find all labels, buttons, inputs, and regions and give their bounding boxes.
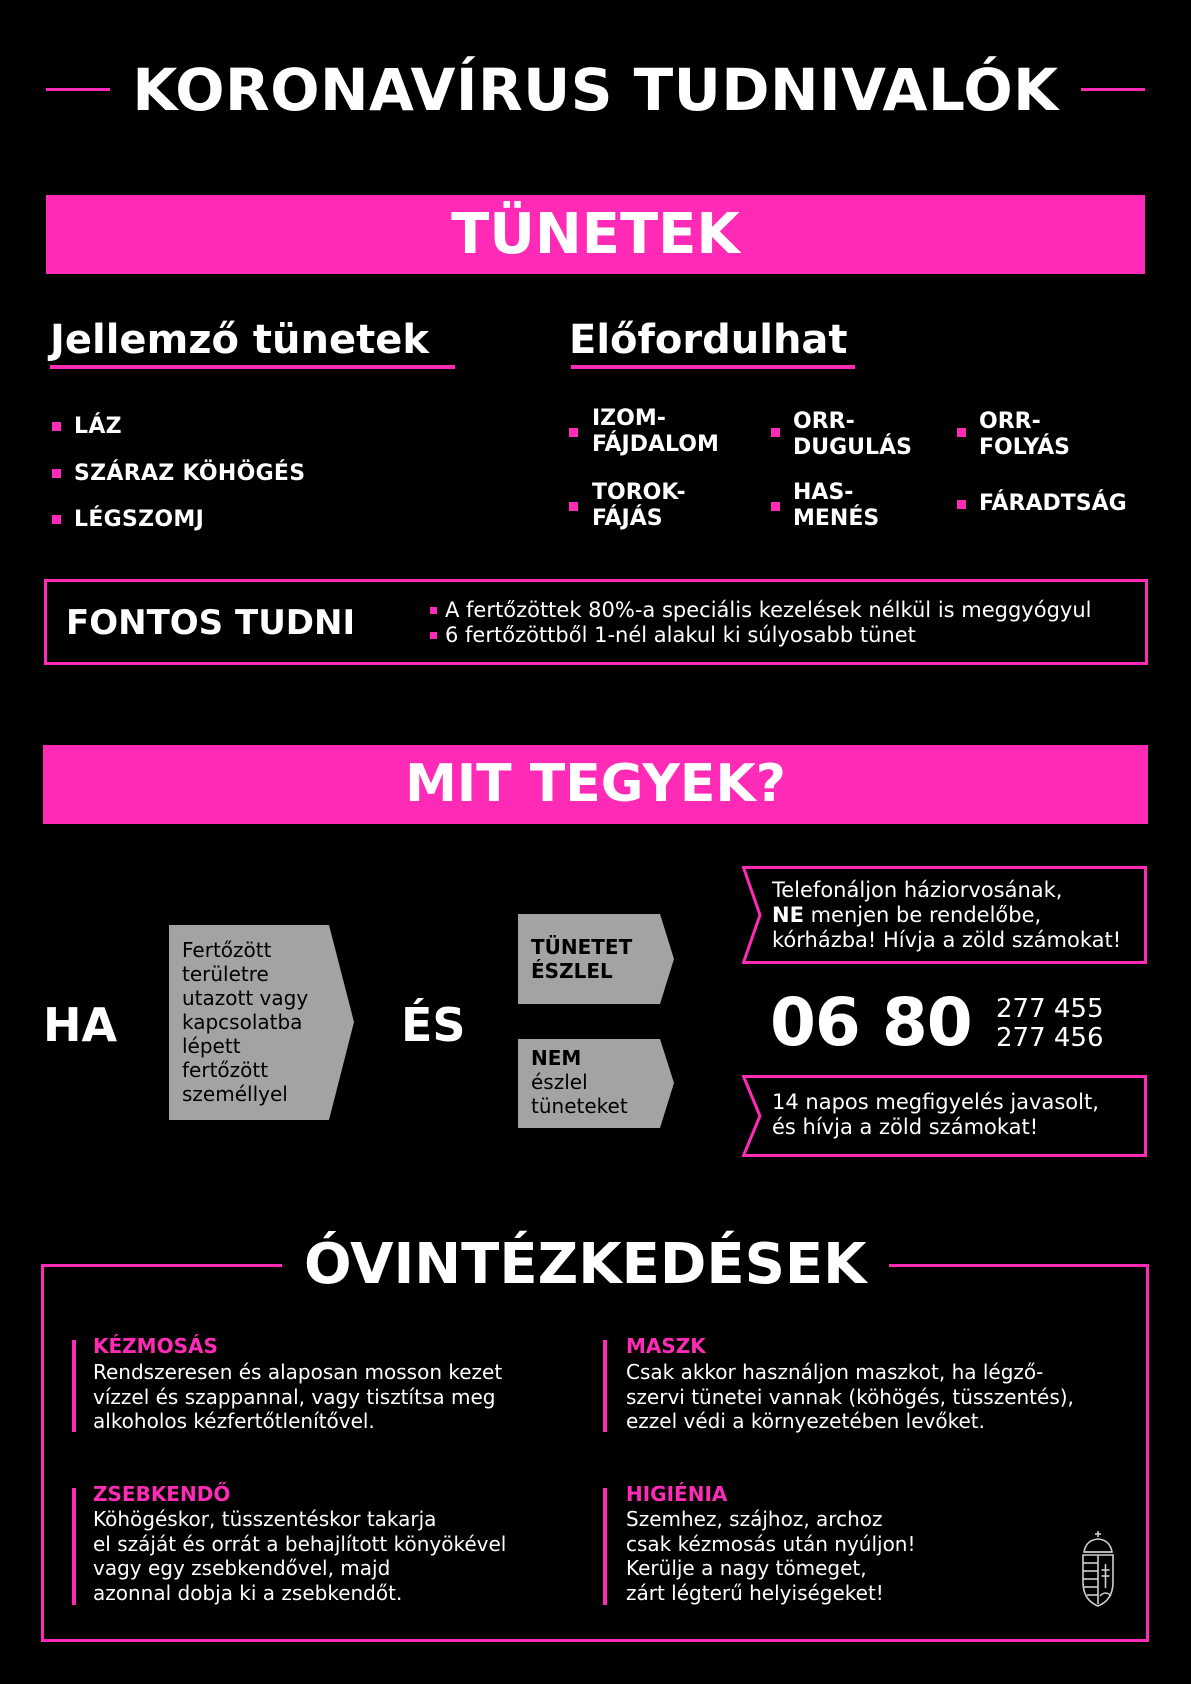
tip-bar-zsebkendo — [72, 1488, 76, 1605]
tip-bar-higienia — [603, 1488, 607, 1605]
tip-line: alkoholos kézfertőtlenítővel. — [93, 1409, 375, 1433]
tip-line: vagy egy zsebkendővel, majd — [93, 1556, 391, 1580]
elofordulhat-item-torokfajas — [592, 480, 686, 532]
es-label: ÉS — [401, 998, 466, 1052]
tip-title-zsebkendo: ZSEBKENDŐ — [93, 1482, 231, 1506]
elofordulhat-item-hasmenes — [793, 480, 879, 532]
condition-line: személlyel — [182, 1082, 288, 1106]
elofordulhat-bullet-5 — [771, 502, 780, 511]
symptom-yes-text — [531, 935, 632, 983]
jellemzo-underline — [50, 365, 455, 369]
phone-number-1[interactable]: 277 455 — [996, 994, 1104, 1024]
fontos-bullet-2 — [430, 632, 437, 639]
tip-bar-kezmosas — [72, 1340, 76, 1432]
hungarian-coat-of-arms-icon — [1078, 1530, 1118, 1608]
tip-bar-maszk — [603, 1340, 607, 1432]
mit-tegyek-banner-label: MIT TEGYEK? — [405, 754, 786, 814]
tip-title-higienia: HIGIÉNIA — [626, 1482, 728, 1506]
tip-line: ezzel védi a környezetében levőket. — [626, 1409, 985, 1433]
tip-line: Csak akkor használjon maszkot, ha légző- — [626, 1360, 1044, 1384]
symptom-yes-line: ÉSZLEL — [531, 959, 613, 983]
header-line-right — [1081, 88, 1145, 91]
tip-title-maszk: MASZK — [626, 1334, 706, 1358]
fontos-bullet-1 — [430, 607, 437, 614]
elofordulhat-item-orrfolyas — [979, 409, 1070, 461]
elofordulhat-item-line: ORR- — [979, 409, 1041, 434]
symptom-yes-line: TÜNETET — [531, 935, 633, 959]
fontos-tudni-title: FONTOS TUDNI — [66, 603, 356, 643]
elofordulhat-item-izomfajdalom — [592, 406, 719, 458]
callout-top-line-rest: menjen be rendelőbe, — [803, 903, 1042, 927]
condition-line: lépett — [182, 1034, 241, 1058]
elofordulhat-item-line: DUGULÁS — [793, 435, 912, 460]
symptom-no-line: észlel — [531, 1070, 588, 1094]
tip-line: csak kézmosás után nyúljon! — [626, 1531, 916, 1556]
elofordulhat-item-line: FOLYÁS — [979, 435, 1071, 460]
callout-bottom-line: és hívja a zöld számokat! — [772, 1115, 1039, 1139]
elofordulhat-bullet-1 — [569, 428, 578, 437]
elofordulhat-bullet-2 — [771, 428, 780, 437]
tip-line: szervi tünetei vannak (köhögés, tüsszentés), — [626, 1384, 1074, 1409]
fontos-item-2: 6 fertőzöttből 1-nél alakul ki súlyosabb tünet — [445, 623, 916, 647]
phone-number-2[interactable]: 277 456 — [996, 1023, 1104, 1053]
condition-line: fertőzött — [182, 1058, 269, 1082]
tip-body-higienia — [626, 1507, 916, 1605]
tunetek-banner — [46, 195, 1145, 274]
callout-top-line: kórházba! Hívja a zöld számokat! — [772, 928, 1122, 952]
tip-line: el száját és orrát a behajlított könyökével — [93, 1531, 507, 1556]
tip-line: Kerülje a nagy tömeget, — [626, 1556, 867, 1580]
tunetek-banner-label: TÜNETEK — [451, 202, 740, 267]
elofordulhat-bullet-3 — [957, 428, 966, 437]
elofordulhat-heading: Előfordulhat — [569, 317, 848, 363]
condition-line: kapcsolatba — [182, 1010, 303, 1034]
tip-line: Rendszeresen és alaposan mosson kezet — [93, 1360, 503, 1384]
condition-line: Fertőzött — [182, 938, 272, 962]
tip-line: vízzel és szappannal, vagy tisztítsa meg — [93, 1384, 496, 1409]
tip-body-kezmosas — [93, 1360, 502, 1434]
elofordulhat-bullet-4 — [569, 502, 578, 511]
callout-top-line — [772, 903, 1121, 928]
jellemzo-bullet-2 — [52, 469, 61, 478]
elofordulhat-item-line: FÁJÁS — [592, 506, 663, 531]
mit-tegyek-banner — [43, 745, 1148, 824]
jellemzo-item-laz: LÁZ — [74, 414, 122, 439]
condition-text — [182, 938, 308, 1106]
elofordulhat-item-line: IZOM- — [592, 406, 666, 431]
elofordulhat-item-line: TOROK- — [592, 480, 686, 505]
symptom-no-line: tüneteket — [531, 1094, 628, 1118]
ha-label: HA — [43, 998, 118, 1052]
jellemzo-item-koheges: SZÁRAZ KÖHÖGÉS — [74, 461, 306, 486]
elofordulhat-item-line: ORR- — [793, 409, 855, 434]
page-title: KORONAVÍRUS TUDNIVALÓK — [132, 56, 1059, 124]
ovintezkedesek-title: ÓVINTÉZKEDÉSEK — [282, 1233, 889, 1297]
jellemzo-bullet-3 — [52, 515, 61, 524]
tip-body-zsebkendo — [93, 1507, 506, 1605]
tip-line: azonnal dobja ki a zsebkendőt. — [93, 1580, 403, 1605]
jellemzo-item-legszomj: LÉGSZOMJ — [74, 507, 205, 532]
phone-prefix: 06 80 — [770, 984, 972, 1061]
condition-line: utazott vagy — [182, 986, 309, 1010]
callout-top-ne: NE — [772, 903, 804, 927]
symptom-no-text — [531, 1046, 628, 1118]
callout-top-line: Telefonáljon háziorvosának, — [772, 878, 1063, 902]
elofordulhat-item-faradtsag: FÁRADTSÁG — [979, 491, 1127, 516]
elofordulhat-item-orrdugulas — [793, 409, 912, 461]
header-line-left — [46, 88, 110, 91]
fontos-item-1: A fertőzöttek 80%-a speciális kezelések nélkül is meggyógyul — [445, 598, 1092, 622]
callout-bottom-line: 14 napos megfigyelés javasolt, — [772, 1090, 1099, 1114]
tip-line: Köhögéskor, tüsszentéskor takarja — [93, 1507, 437, 1531]
elofordulhat-item-line: MENÉS — [793, 506, 880, 531]
callout-top-text — [772, 878, 1121, 953]
elofordulhat-bullet-6 — [957, 500, 966, 509]
tip-body-maszk — [626, 1360, 1074, 1434]
symptom-no-bold: NEM — [531, 1046, 582, 1070]
elofordulhat-underline — [571, 365, 855, 369]
callout-bottom-text — [772, 1090, 1099, 1140]
tip-title-kezmosas: KÉZMOSÁS — [93, 1334, 218, 1358]
elofordulhat-item-line: HAS- — [793, 480, 854, 505]
condition-line: területre — [182, 962, 269, 986]
elofordulhat-item-line: FÁJDALOM — [592, 432, 719, 457]
jellemzo-heading: Jellemző tünetek — [50, 317, 429, 363]
tip-line: zárt légterű helyiségeket! — [626, 1580, 884, 1605]
jellemzo-bullet-1 — [52, 422, 61, 431]
tip-line: Szemhez, szájhoz, archoz — [626, 1507, 883, 1531]
